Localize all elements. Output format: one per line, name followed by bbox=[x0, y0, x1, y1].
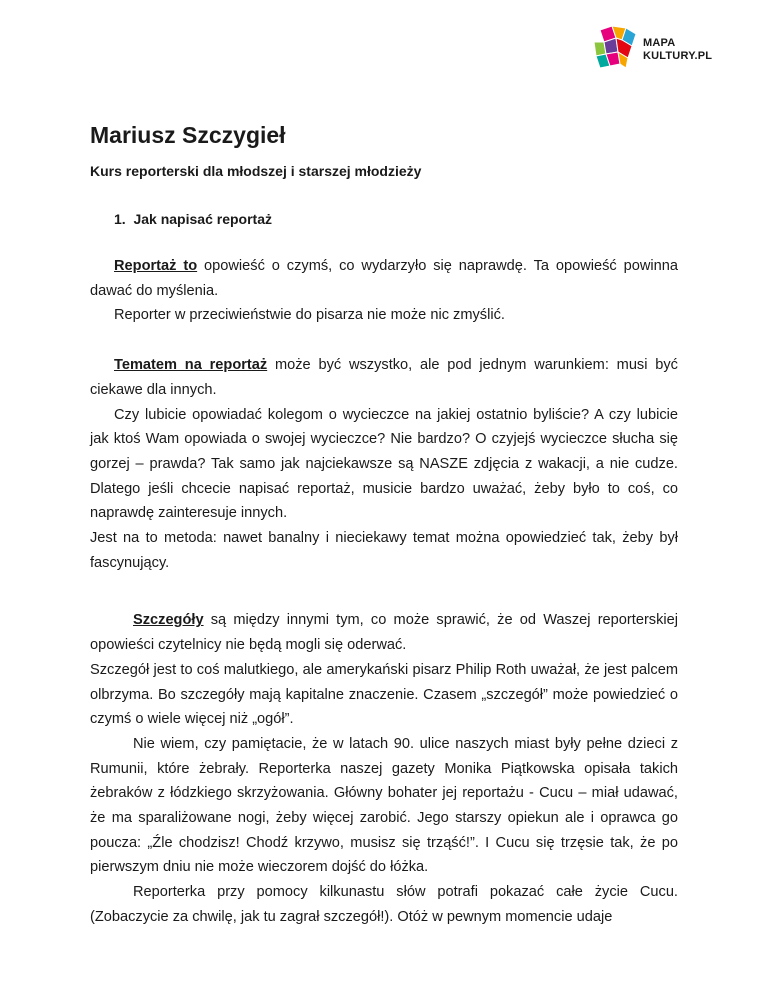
section-number: 1. bbox=[114, 211, 126, 227]
poland-map-icon bbox=[592, 24, 642, 74]
keyword-temat: Tematem na reportaż bbox=[114, 357, 268, 374]
paragraph-temat bbox=[90, 353, 678, 402]
paragraph-metoda: Jest na to metoda: nawet banalny i nieciekawy temat można opowiedzieć tak, żeby był fascynujący. bbox=[90, 530, 678, 571]
paragraph-szczegol-roth: Szczegół jest to coś malutkiego, ale amerykański pisarz Philip Roth uważał, że jest palcem olbrzyma. Bo szczegóły mają kapitalne znaczenie. Czasem „szczegół” może powiedzieć o czymś o wiele więcej niż „ogół”. bbox=[90, 661, 678, 728]
logo-line-2: KULTURY.PL bbox=[643, 50, 713, 62]
document-subtitle: Kurs reporterski dla młodszej i starszej młodzieży bbox=[90, 163, 422, 179]
paragraph-text: opowieść o czymś, co wydarzyło się naprawdę. Ta opowieść powinna dawać do myślenia. bbox=[90, 258, 679, 299]
section-heading bbox=[90, 208, 678, 230]
section-title: Jak napisać reportaż bbox=[133, 211, 272, 227]
paragraph-szczegoly bbox=[90, 608, 678, 657]
paragraph-cucu-story: Nie wiem, czy pamiętacie, że w latach 90. ulice naszych miast były pełne dzieci z Rumunii, które żebrały. Reporterka naszej gazety Monika Piątkowska opisała takich żebraków z łódzkiego skrzyżowania. Główny bohater jej reportażu - Cucu – miał udawać, że ma sparaliżowane nogi, żeby więcej zarobić. Jego starszy opiekun ale i oprawca go poucza: „Źle chodzisz! Chodź krzywo, musisz się trząść!”. I Cucu się trzęsie tak, że po pierwszym dniu nie może wieczorem dojść do łóżka. bbox=[90, 735, 678, 876]
paragraph-wycieczka: Czy lubicie opowiadać kolegom o wycieczce na jakiej ostatnio byliście? A czy lubicie jak ktoś Wam opowiada o swojej wycieczce? Nie bardzo? O czyjejś wycieczce słucha się gorzej – prawda? Tak samo jak najciekawsze są NASZE zdjęcia z wakacji, a nie cudze. Dlatego jeśli chcecie napisać reportaż, musicie bardzo uważać, żeby było to coś, co naprawdę zainteresuje innych. bbox=[90, 406, 678, 522]
paragraph-cucu-life: Reporterka przy pomocy kilkunastu słów potrafi pokazać całe życie Cucu. (Zobaczycie za chwilę, jak tu zagrał szczegół!). Otóż w pewnym momencie udaje bbox=[90, 884, 678, 925]
paragraph-reporter: Reporter w przeciwieństwie do pisarza nie może nic zmyślić. bbox=[114, 307, 505, 324]
paragraph-text: są między innymi tym, co może sprawić, że od Waszej reporterskiej opowieści czytelnicy nie będą mogli się oderwać. bbox=[90, 612, 678, 654]
document-page bbox=[90, 118, 678, 930]
paragraph-reportaz-definition bbox=[90, 254, 678, 303]
logo-line-1: MAPA bbox=[643, 37, 676, 49]
keyword-szczegoly: Szczegóły bbox=[133, 612, 204, 629]
paragraph-text: może być wszystko, ale pod jednym warunkiem: musi być ciekawe dla innych. bbox=[90, 357, 678, 398]
document-title: Mariusz Szczygieł bbox=[90, 122, 286, 148]
mapa-kultury-logo bbox=[592, 24, 712, 74]
keyword-reportaz: Reportaż to bbox=[114, 258, 198, 274]
